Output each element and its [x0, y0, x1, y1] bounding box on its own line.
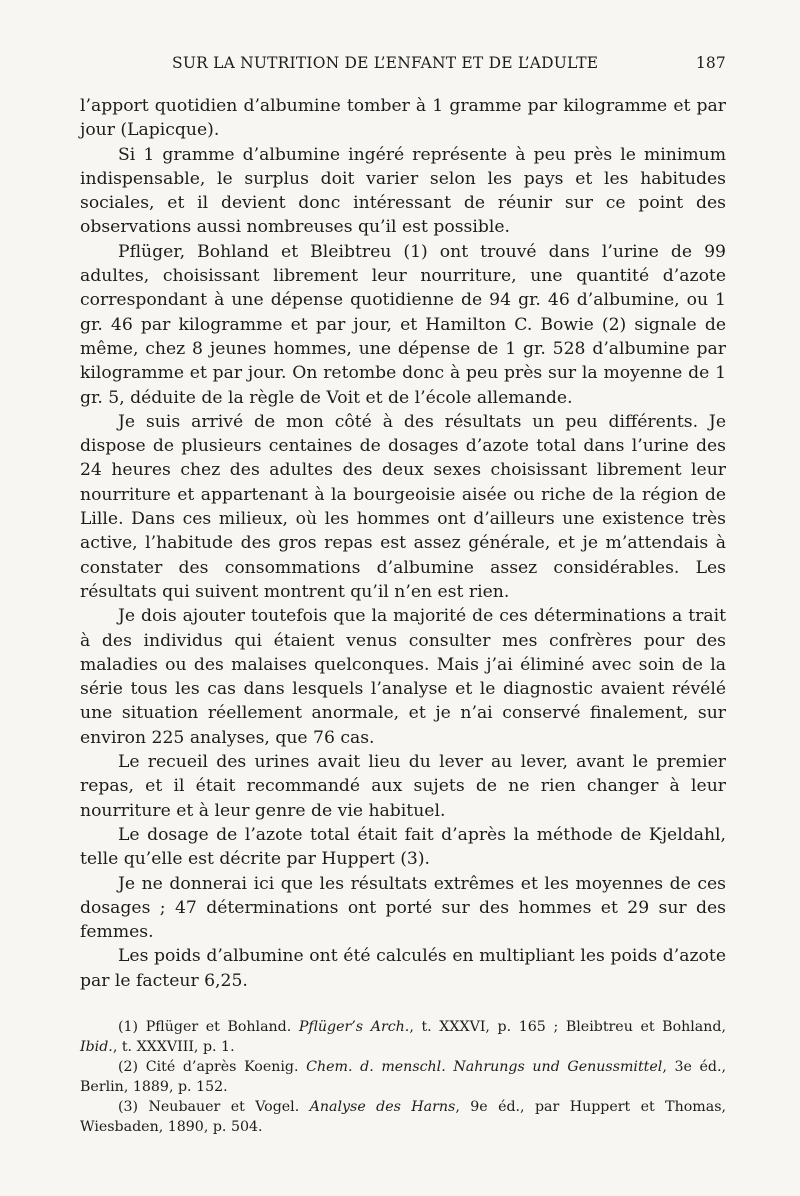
footnote-1	[80, 1017, 726, 1057]
paragraph: Je suis arrivé de mon côté à des résultats un peu différents. Je dispose de plusieurs centaines de dosages d’azote total dans l’urine des 24 heures chez des adultes des deux sexes choisissant librement leur nourriture et appartenant à la bourgeoisie aisée ou riche de la région de Lille. Dans ces milieux, où les hommes ont d’ailleurs une existence très active, l’habitude des gros repas est assez générale, et je m’attendais à constater des consommations d’albumine assez considérables. Les résultats qui suivent montrent qu’il n’en est rien.	[80, 411, 726, 602]
paragraph: Si 1 gramme d’albumine ingéré représente à peu près le minimum indispensable, le surplus doit varier selon les pays et les habitudes sociales, et il devient donc intéressant de réunir sur ce point des observations aussi nombreuses qu’il est possible.	[80, 144, 726, 238]
paragraph: Je ne donnerai ici que les résultats extrêmes et les moyennes de ces dosages ; 47 déterminations ont porté sur des hommes et 29 sur des femmes.	[80, 873, 726, 943]
paragraph: Je dois ajouter toutefois que la majorité de ces déterminations a trait à des individus qui étaient venus consulter mes confrères pour des maladies ou des malaises quelconques. Mais j’ai éliminé avec soin de la série tous les cas dans lesquels l’analyse et le diagnostic avaient révélé une situation réellement anormale, et je n’ai conservé finalement, sur environ 225 analyses, que 76 cas.	[80, 606, 726, 748]
page-number: 187	[695, 54, 726, 72]
footnote-3	[80, 1097, 726, 1137]
running-title: SUR LA NUTRITION DE L’ENFANT ET DE L’ADULTE	[172, 54, 599, 72]
running-header	[80, 54, 726, 80]
footnote-text: (3) Neubauer et Vogel.	[118, 1098, 310, 1115]
paragraph: Les poids d’albumine ont été calculés en multipliant les poids d’azote par le facteur 6,25.	[80, 946, 726, 991]
footnote-text: , 9e éd., par Huppert et Thomas, Wiesbaden, 1890, p. 504.	[80, 1098, 727, 1135]
paragraph: Le dosage de l’azote total était fait d’après la méthode de Kjeldahl, telle qu’elle est décrite par Huppert (3).	[80, 824, 726, 870]
paragraph: Le recueil des urines avait lieu du lever au lever, avant le premier repas, et il était recommandé aux sujets de ne rien changer à leur nourriture et à leur genre de vie habituel.	[80, 752, 726, 821]
footnote-text: , t. XXXVI, p. 165 ; Bleibtreu et Bohland,	[409, 1018, 726, 1035]
footnote-text: (2) Cité d’après Koenig.	[118, 1058, 307, 1075]
footnote-ibid: Ibid.	[80, 1038, 113, 1055]
footnotes	[80, 1017, 726, 1137]
footnote-2	[80, 1057, 726, 1097]
footnote-text: (1) Pflüger et Bohland.	[118, 1018, 299, 1035]
footnote-text: , t. XXXVIII, p. 1.	[112, 1038, 235, 1055]
footnote-book-title: Chem. d. menschl. Nahrungs und Genussmittel	[306, 1058, 663, 1075]
footnote-book-title: Analyse des Harns	[309, 1098, 456, 1115]
paragraph-continuation: l’apport quotidien d’albumine tomber à 1 gramme par kilogramme et par jour (Lapicque).	[80, 96, 726, 141]
footnote-journal-title: Pflüger’s Arch.	[298, 1018, 410, 1035]
book-page	[80, 54, 726, 1137]
footnote-text: , 3e éd., Berlin, 1889, p. 152.	[80, 1058, 727, 1095]
body-text	[80, 94, 726, 993]
paragraph: Pflüger, Bohland et Bleibtreu (1) ont trouvé dans l’urine de 99 adultes, choisissant librement leur nourriture, une quantité d’azote correspondant à une dépense quotidienne de 94 gr. 46 d’albumine, ou 1 gr. 46 par kilogramme et par jour, et Hamilton C. Bowie (2) signale de même, chez 8 jeunes hommes, une dépense de 1 gr. 528 d’albumine par kilogramme et par jour. On retombe donc à peu près sur la moyenne de 1 gr. 5, déduite de la règle de Voit et de l’école allemande.	[80, 241, 726, 408]
